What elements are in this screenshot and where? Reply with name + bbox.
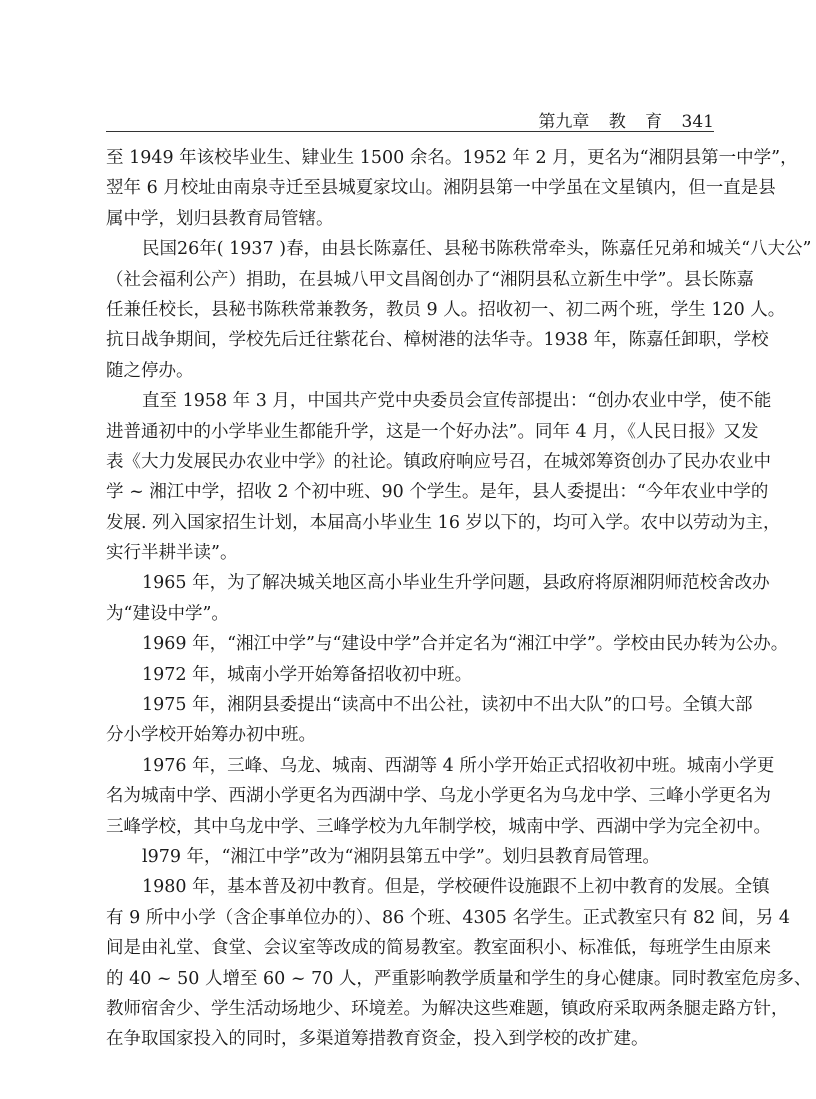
paragraph xyxy=(106,660,714,690)
text-line: 1975 年，湘阴县委提出“读高中不出公社，读初中不出大队”的口号。全镇大部 xyxy=(142,695,753,716)
text-line: l979 年，“湘江中学”改为“湘阴县第五中学”。划归县教育局管理。 xyxy=(142,846,660,867)
text-line: 发展. 列入国家招生计划，本届高小毕业生 16 岁以下的，均可入学。农中以劳动为主， xyxy=(106,512,781,533)
paragraph xyxy=(106,234,812,386)
text-line: 的 40 ~ 50 人增至 60 ~ 70 人，严重影响教学质量和学生的身心健康。同时教室危房多、 xyxy=(106,968,812,989)
text-line: 1972 年，城南小学开始筹备招收初中班。 xyxy=(142,664,473,685)
running-header xyxy=(106,107,714,131)
text-line: 实行半耕半读”。 xyxy=(106,543,238,564)
text-line: 至 1949 年该校毕业生、肄业生 1500 余名。1952 年 2 月，更名为“湘阴县第一中学”， xyxy=(106,148,798,168)
text-line: 任兼任校长，县秘书陈秩常兼教务，教员 9 人。招收初一、初二两个班，学生 120 人。 xyxy=(106,299,786,320)
text-line: 分小学校开始筹办初中班。 xyxy=(106,725,316,746)
paragraph xyxy=(106,690,753,751)
text-line: 1980 年，基本普及初中教育。但是，学校硬件设施跟不上初中教育的发展。全镇 xyxy=(142,877,770,898)
text-line: 有 9 所中小学（含企事单位办的）、86 个班、4305 名学生。正式教室只有 82 间，另 4 xyxy=(106,907,791,928)
body-text xyxy=(106,143,812,1055)
text-line: 抗日战争期间，学校先后迁往紫花台、樟树港的法华寺。1938 年，陈嘉任卸职，学校 xyxy=(106,330,769,351)
text-line: 在争取国家投入的同时，多渠道筹措教育资金，投入到学校的改扩建。 xyxy=(106,1029,649,1050)
text-line: 间是由礼堂、食堂、会议室等改成的简易教室。教室面积小、标准低，每班学生由原来 xyxy=(106,938,771,959)
text-line: 教师宿舍少、学生活动场地少、环境差。为解决这些难题，镇政府采取两条腿走路方针， xyxy=(106,998,789,1019)
text-line: 表《大力发展民办农业中学》的社论。镇政府响应号召，在城郊筹资创办了民办农业中 xyxy=(106,451,771,472)
chapter-label: 第九章 xyxy=(538,112,590,132)
text-line: 1969 年，“湘江中学”与“建设中学”合并定名为“湘江中学”。学校由民办转为公办。 xyxy=(142,634,789,655)
text-line: 随之停办。 xyxy=(106,360,194,381)
paragraph xyxy=(106,629,789,659)
text-line: 学 ~ 湘江中学，招收 2 个初中班、90 个学生。是年，县人委提出：“今年农业中学的 xyxy=(106,482,769,503)
text-line: 翌年 6 月校址由南泉寺迁至县城夏家坟山。湘阴县第一中学虽在文星镇内，但一直是县 xyxy=(106,178,776,199)
text-line: 直至 1958 年 3 月，中国共产党中央委员会宣传部提出：“创办农业中学，使不能 xyxy=(142,391,772,412)
chapter-title-char-2: 育 xyxy=(645,112,663,132)
page-number: 341 xyxy=(681,112,714,132)
text-line: 为“建设中学”。 xyxy=(106,603,229,624)
paragraph xyxy=(106,751,775,842)
paragraph xyxy=(106,568,770,629)
text-line: 名为城南中学、西湖小学更名为西湖中学、乌龙小学更名为乌龙中学、三峰小学更名为 xyxy=(106,786,771,807)
text-line: （社会福利公产）捐助，在县城八甲文昌阁创办了“湘阴县私立新生中学”。县长陈嘉 xyxy=(106,269,754,290)
paragraph xyxy=(106,143,798,234)
header-rule xyxy=(106,131,714,132)
text-line: 民国26年( 1937 )春，由县长陈嘉任、县秘书陈秩常牵头，陈嘉任兄弟和城关“八大公” xyxy=(142,239,812,260)
text-line: 进普通初中的小学毕业生都能升学，这是一个好办法”。同年 4 月，《人民日报》又发 xyxy=(106,421,759,442)
paragraph xyxy=(106,842,714,872)
paragraph xyxy=(106,386,781,568)
text-line: 三峰学校，其中乌龙中学、三峰学校为九年制学校，城南中学、西湖中学为完全初中。 xyxy=(106,816,771,837)
text-line: 1965 年，为了解决城关地区高小毕业生升学问题，县政府将原湘阴师范校舍改办 xyxy=(142,573,770,594)
chapter-title-char-1: 教 xyxy=(608,112,626,132)
paragraph xyxy=(106,872,812,1054)
text-line: 属中学，划归县教育局管辖。 xyxy=(106,208,334,229)
text-line: 1976 年，三峰、乌龙、城南、西湖等 4 所小学开始正式招收初中班。城南小学更 xyxy=(142,755,775,776)
